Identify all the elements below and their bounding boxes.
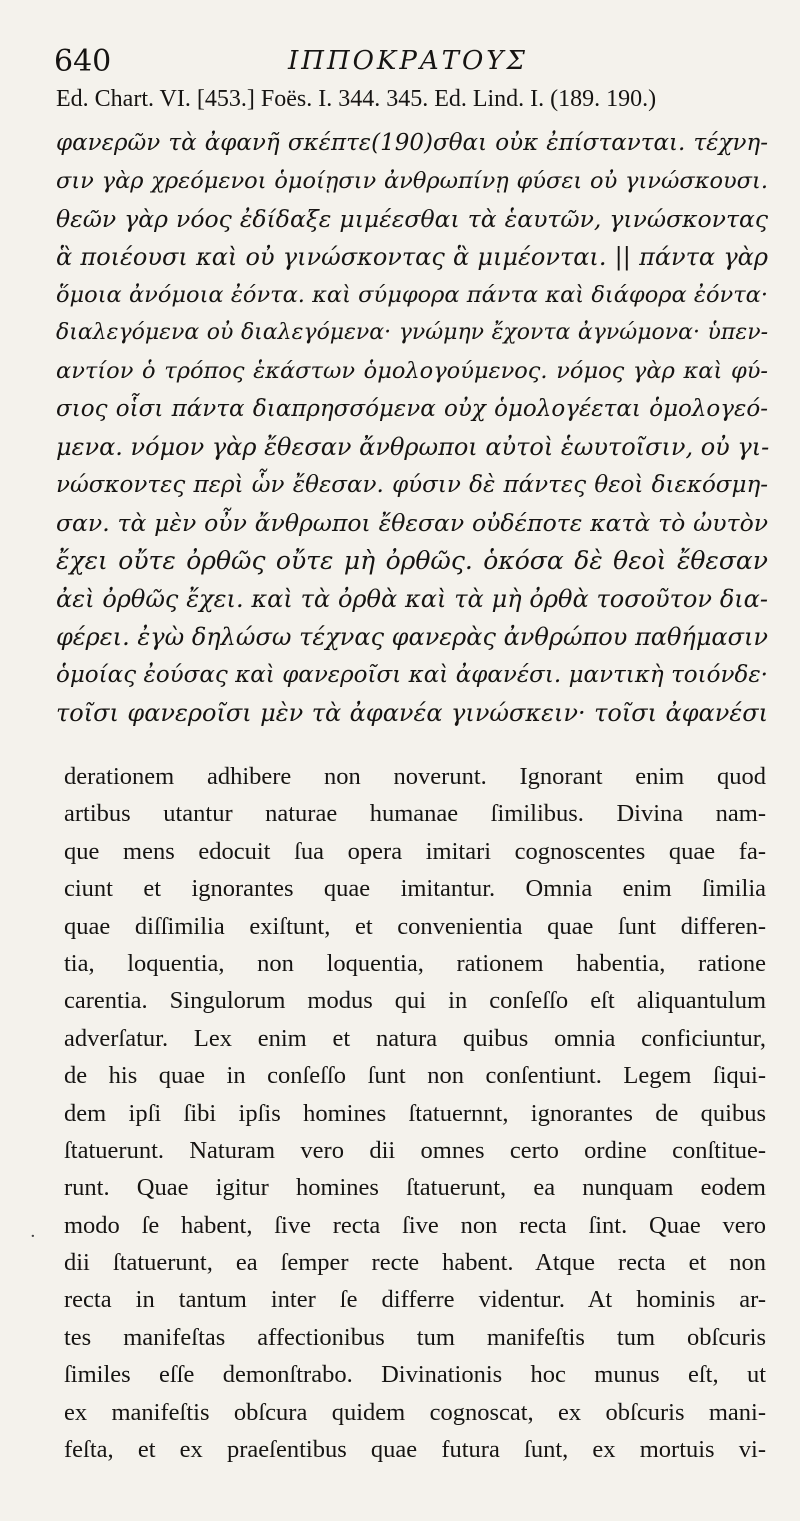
latin-line: que mens edocuit ſua opera imitari cognoscentes quae fa-: [64, 837, 766, 865]
running-title: ΙΠΠΟΚΡΑΤΟΥΣ: [288, 46, 528, 76]
latin-line: tia, loquentia, non loquentia, rationem habentia, ratione: [64, 949, 766, 977]
latin-line: carentia. Singulorum modus qui in conſeſſo eſt aliquantulum: [64, 987, 766, 1015]
greek-line: ὅμοια ἀνόμοια ἐόντα. καὶ σύμφορα πάντα καὶ διάφορα ἐόντα·: [56, 282, 768, 308]
latin-line: recta in tantum inter ſe differre videntur. At hominis ar-: [64, 1286, 766, 1314]
greek-line: αντίον ὁ τρόπος ἑκάστων ὁμολογούμενος. νόμος γὰρ καὶ φύ-: [56, 358, 768, 384]
latin-line: modo ſe habent, ſive recta ſive non recta ſint. Quae vero: [64, 1211, 766, 1239]
greek-line: ἀεὶ ὀρθῶς ἔχει. καὶ τὰ ὀρθὰ καὶ τὰ μὴ ὀρθὰ τοσοῦτον δια-: [56, 585, 768, 613]
latin-line: runt. Quae igitur homines ſtatuerunt, ea nunquam eodem: [64, 1174, 766, 1202]
greek-line: νώσκοντες περὶ ὧν ἔθεσαν. φύσιν δὲ πάντες θεοὶ διεκόσμη-: [56, 472, 768, 498]
greek-line: σιος οἷσι πάντα διαπρησσόμενα οὐχ ὁμολογέεται ὁμολογεό-: [56, 396, 768, 422]
latin-line: de his quae in conſeſſo ſunt non conſentiunt. Legem ſiqui-: [64, 1062, 766, 1090]
edition-reference: Ed. Chart. VI. [453.] Foës. I. 344. 345. Ed. Lind. I. (189. 190.): [56, 86, 657, 112]
margin-mark: ·: [30, 1226, 36, 1247]
greek-line: θεῶν γὰρ νόος ἐδίδαξε μιμέεσθαι τὰ ἑαυτῶν, γινώσκοντας: [56, 205, 768, 233]
latin-line: derationem adhibere non noverunt. Ignorant enim quod: [64, 763, 766, 790]
latin-line: dem ipſi ſibi ipſis homines ſtatuernnt, ignorantes de quibus: [64, 1099, 766, 1127]
latin-line: ex manifeſtis obſcura quidem cognoscat, ex obſcuris mani-: [64, 1398, 766, 1426]
greek-line: φέρει. ἐγὼ δηλώσω τέχνας φανερὰς ἀνθρώπου παθήμασιν: [56, 623, 768, 651]
greek-line: φανερῶν τὰ ἀφανῆ σκέπτε(190)σθαι οὐκ ἐπίστανται. τέχνη-: [56, 130, 768, 156]
greek-line: σιν γὰρ χρεόμενοι ὁμοίῃσιν ἀνθρωπίνῃ φύσει οὐ γινώσκουσι.: [56, 168, 768, 194]
latin-line: adverſatur. Lex enim et natura quibus omnia conficiuntur,: [64, 1024, 766, 1052]
greek-line: ἔχει οὔτε ὀρθῶς οὔτε μὴ ὀρθῶς. ὁκόσα δὲ θεοὶ ἔθεσαν: [56, 546, 768, 575]
latin-line: tes manifeſtas affectionibus tum manifeſtis tum obſcuris: [64, 1323, 766, 1351]
latin-line: ſimiles eſſe demonſtrabo. Divinationis hoc munus eſt, ut: [64, 1361, 766, 1389]
latin-line: ſtatuerunt. Naturam vero dii omnes certo ordine conſtitue-: [64, 1136, 766, 1164]
greek-line: μενα. νόμον γὰρ ἔθεσαν ἄνθρωποι αὐτοὶ ἑωυτοῖσιν, οὐ γι-: [56, 433, 770, 461]
latin-line: dii ſtatuerunt, ea ſemper recte habent. Atque recta et non: [64, 1249, 766, 1277]
greek-line: ὁμοίας ἐούσας καὶ φανεροῖσι καὶ ἀφανέσι. μαντικὴ τοιόνδε·: [56, 662, 768, 688]
latin-line: ciunt et ignorantes quae imitantur. Omnia enim ſimilia: [64, 875, 766, 903]
greek-line: τοῖσι φανεροῖσι μὲν τὰ ἀφανέα γινώσκειν· τοῖσι ἀφανέσι: [56, 699, 768, 727]
running-head: [54, 44, 754, 84]
greek-text-block: [56, 124, 768, 732]
latin-line: artibus utantur naturae humanae ſimilibus. Divina nam-: [64, 800, 766, 828]
latin-line: feſta, et ex praeſentibus quae futura ſunt, ex mortuis vi-: [64, 1436, 766, 1464]
page-number: 640: [54, 44, 112, 79]
latin-line: quae diſſimilia exiſtunt, et convenientia quae ſunt differen-: [64, 912, 766, 940]
greek-line: σαν. τὰ μὲν οὖν ἄνθρωποι ἔθεσαν οὐδέποτε κατὰ τὸ ὠυτὸν: [56, 509, 768, 537]
greek-line: διαλεγόμενα οὐ διαλεγόμενα· γνώμην ἔχοντα ἀγνώμονα· ὑπεν-: [56, 320, 768, 345]
greek-line: ἃ ποιέουσι καὶ οὐ γινώσκοντας ἃ μιμέονται. || πάντα γὰρ: [56, 243, 768, 271]
latin-text-block: [64, 758, 766, 1468]
